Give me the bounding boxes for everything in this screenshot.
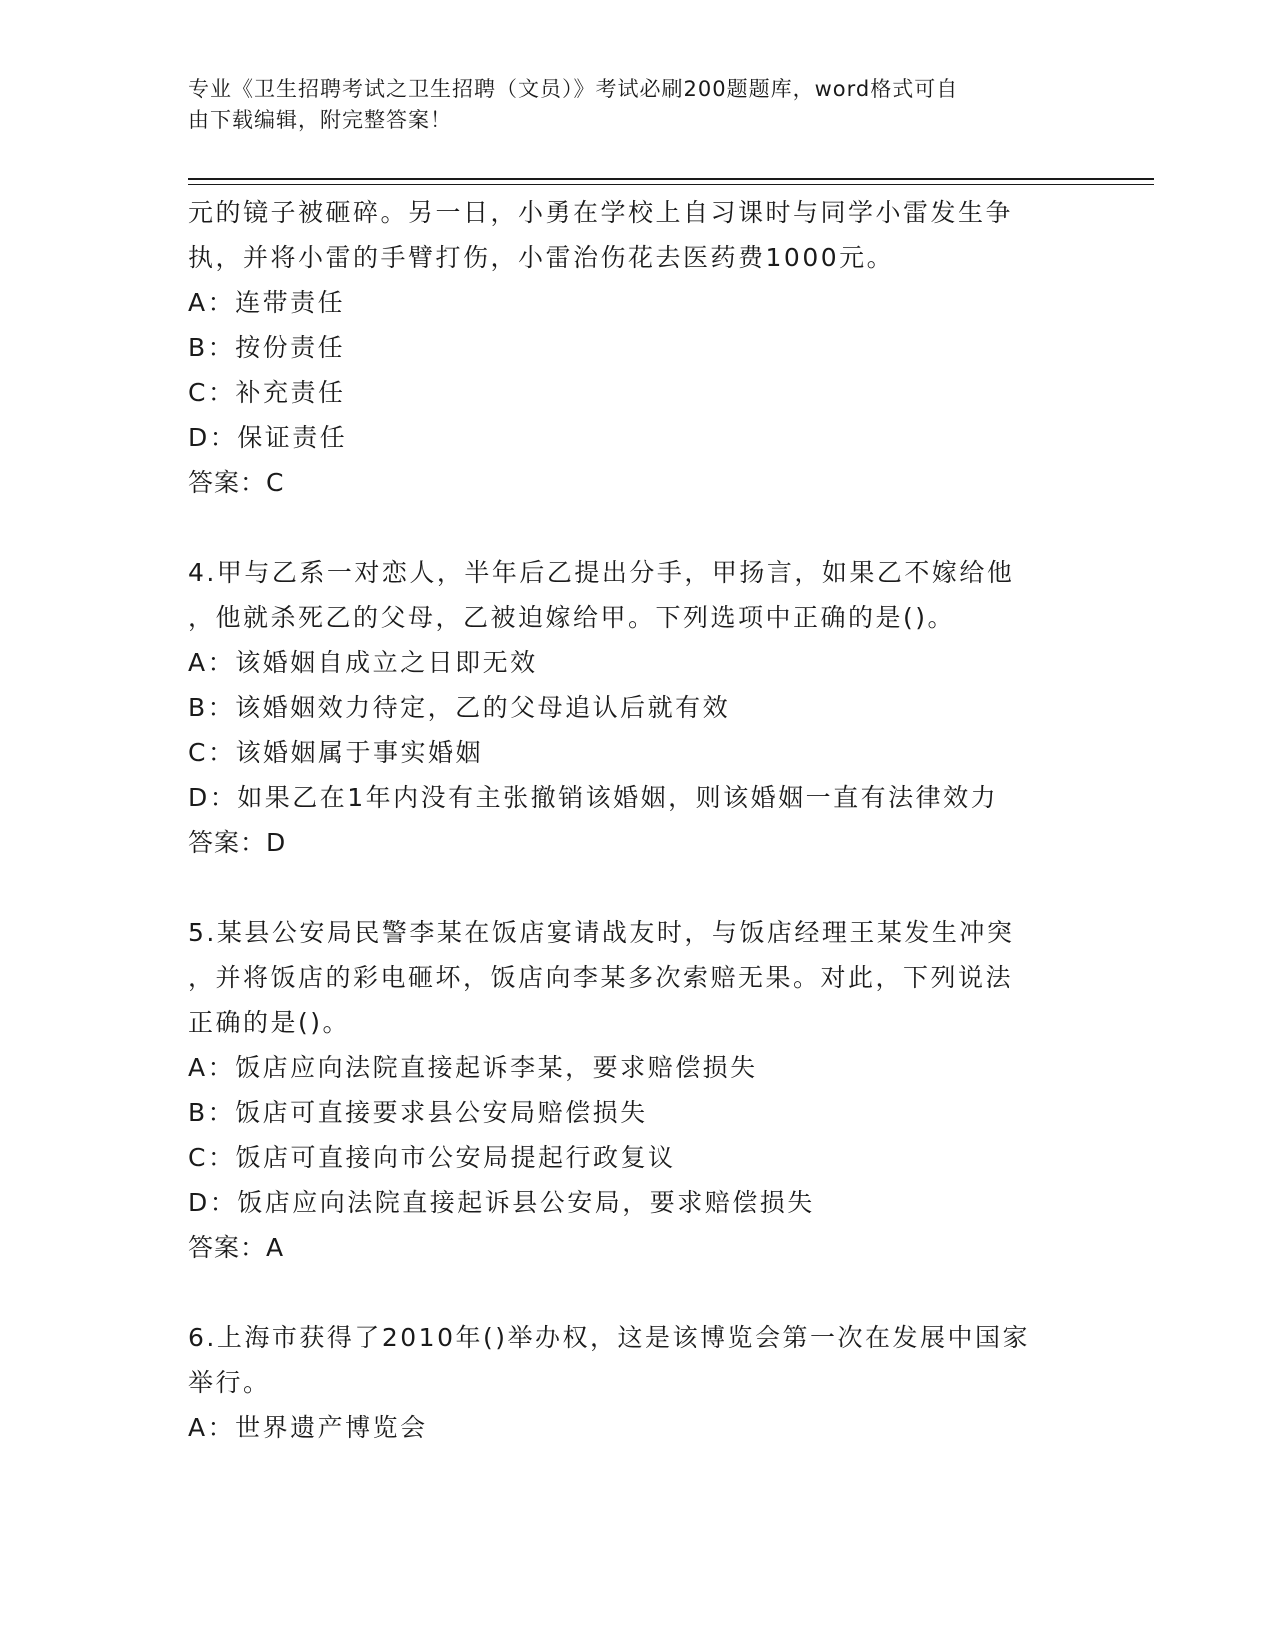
spacer: [188, 865, 1088, 910]
answer-line: 答案：C: [188, 468, 285, 497]
option-d: D：如果乙在1年内没有主张撤销该婚姻，则该婚姻一直有法律效力: [188, 783, 999, 812]
question-stem-line: 举行。: [188, 1368, 271, 1397]
option-d: D：饭店应向法院直接起诉县公安局，要求赔偿损失: [188, 1188, 815, 1217]
question-stem-line: ，他就杀死乙的父母，乙被迫嫁给甲。下列选项中正确的是()。: [188, 603, 956, 632]
document-body: [188, 190, 1088, 1450]
option-a: A：该婚姻自成立之日即无效: [188, 648, 538, 677]
option-a: A：世界遗产博览会: [188, 1413, 428, 1442]
spacer: [188, 505, 1088, 550]
question-stem-line: ，并将饭店的彩电砸坏，饭店向李某多次索赔无果。对此，下列说法: [188, 963, 1014, 992]
option-a: A：饭店应向法院直接起诉李某，要求赔偿损失: [188, 1053, 758, 1082]
option-d: D：保证责任: [188, 423, 348, 452]
option-b: B：按份责任: [188, 333, 346, 362]
option-c: C：补充责任: [188, 378, 346, 407]
question-stem-line: 5.某县公安局民警李某在饭店宴请战友时，与饭店经理王某发生冲突: [188, 918, 1015, 947]
question-6: [188, 1315, 1088, 1450]
document-header: [188, 74, 1068, 136]
question-stem-line: 元的镜子被砸碎。另一日，小勇在学校上自习课时与同学小雷发生争: [188, 198, 1014, 227]
question-stem-line: 执，并将小雷的手臂打伤，小雷治伤花去医药费1000元。: [188, 243, 895, 272]
question-stem-line: 4.甲与乙系一对恋人，半年后乙提出分手，甲扬言，如果乙不嫁给他: [188, 558, 1015, 587]
spacer: [188, 1270, 1088, 1315]
answer-line: 答案：A: [188, 1233, 285, 1262]
option-c: C：饭店可直接向市公安局提起行政复议: [188, 1143, 676, 1172]
header-line-1: 专业《卫生招聘考试之卫生招聘（文员）》考试必刷200题题库，word格式可自: [188, 77, 959, 101]
question-stem-line: 正确的是()。: [188, 1008, 351, 1037]
question-5: [188, 910, 1088, 1270]
header-divider-thin: [188, 184, 1154, 185]
option-c: C：该婚姻属于事实婚姻: [188, 738, 483, 767]
option-a: A：连带责任: [188, 288, 346, 317]
option-b: B：该婚姻效力待定，乙的父母追认后就有效: [188, 693, 731, 722]
question-4: [188, 550, 1088, 865]
header-line-2: 由下载编辑，附完整答案！: [188, 108, 452, 132]
header-divider-thick: [188, 178, 1154, 180]
question-3: [188, 190, 1088, 505]
option-b: B：饭店可直接要求县公安局赔偿损失: [188, 1098, 648, 1127]
answer-line: 答案：D: [188, 828, 287, 857]
question-stem-line: 6.上海市获得了2010年()举办权，这是该博览会第一次在发展中国家: [188, 1323, 1030, 1352]
